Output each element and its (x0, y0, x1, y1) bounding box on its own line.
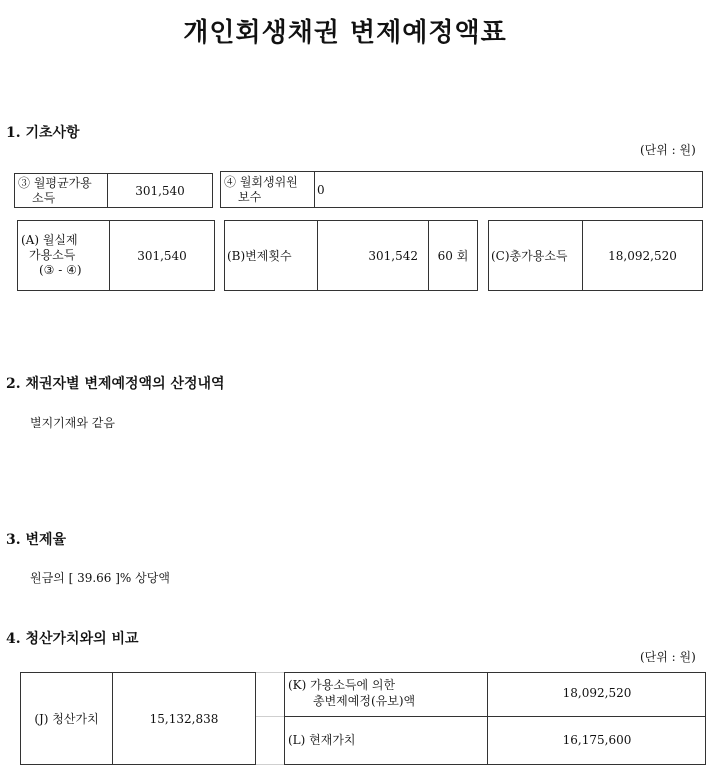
liquidation-value-box (20, 672, 256, 765)
monthly-avg-income-label (15, 174, 107, 207)
connector-mid-line (256, 716, 284, 717)
total-disposable-income-label: (C)총가용소득 (491, 249, 568, 263)
section3-heading: 3. 변제율 (6, 532, 67, 548)
monthly-actual-income-value: 301,540 (109, 221, 214, 290)
monthly-avg-income-box (14, 173, 213, 208)
present-value-amount: 16,175,600 (562, 733, 632, 747)
monthly-avg-income-label-line1: ③ 월평균가용 (18, 175, 92, 190)
repayment-count-label: (B)변제횟수 (227, 249, 292, 263)
monthly-trustee-fee-label-line2: 보수 (238, 189, 262, 204)
total-repayment-label-line2: 총변제예정(유보)액 (313, 694, 416, 708)
section2-heading: 2. 채권자별 변제예정액의 산정내역 (6, 376, 225, 392)
monthly-actual-income-label (18, 221, 109, 290)
present-value-label: (L) 현재가치 (288, 733, 356, 747)
repayment-comparison-box (284, 672, 706, 765)
monthly-avg-income-value: 301,540 (107, 174, 212, 207)
monthly-trustee-fee-value: 0 (314, 172, 702, 207)
monthly-actual-income-label-line3: (③ - ④) (39, 263, 82, 277)
monthly-trustee-fee-label-line1: ④ 월회생위원 (224, 174, 298, 189)
comparison-row-divider (285, 716, 705, 717)
connector-top-line (256, 672, 284, 673)
monthly-actual-income-box (17, 220, 215, 291)
section3-text: 원금의 [ 39.66 ]% 상당액 (30, 571, 170, 585)
section1-heading: 1. 기초사항 (6, 125, 80, 141)
section2-text: 별지기재와 같음 (30, 416, 115, 430)
monthly-actual-income-label-line1: (A) 월실제 (21, 233, 78, 247)
section1-unit-note: (단위 : 원) (640, 143, 696, 157)
section4-unit-note: (단위 : 원) (640, 650, 696, 664)
liquidation-value-amount: 15,132,838 (112, 673, 255, 764)
repayment-count-amount: 301,542 (317, 221, 428, 290)
total-disposable-income-value: 18,092,520 (582, 221, 702, 290)
total-repayment-value: 18,092,520 (562, 686, 632, 700)
liquidation-value-label: (J) 청산가치 (34, 712, 99, 726)
section4-heading: 4. 청산가치와의 비교 (6, 631, 139, 647)
monthly-trustee-fee-box (220, 171, 703, 208)
page-title: 개인회생채권 변제예정액표 (183, 18, 507, 48)
total-repayment-label-line1: (K) 가용소득에 의한 (288, 678, 396, 692)
monthly-actual-income-label-line2: 가용소득 (29, 248, 76, 262)
connector-bottom-line (256, 764, 284, 765)
repayment-count-times: 60 회 (428, 221, 477, 290)
monthly-trustee-fee-label (221, 172, 314, 207)
total-disposable-income-box (488, 220, 703, 291)
monthly-avg-income-label-line2: 소득 (32, 190, 56, 205)
repayment-count-box (224, 220, 478, 291)
